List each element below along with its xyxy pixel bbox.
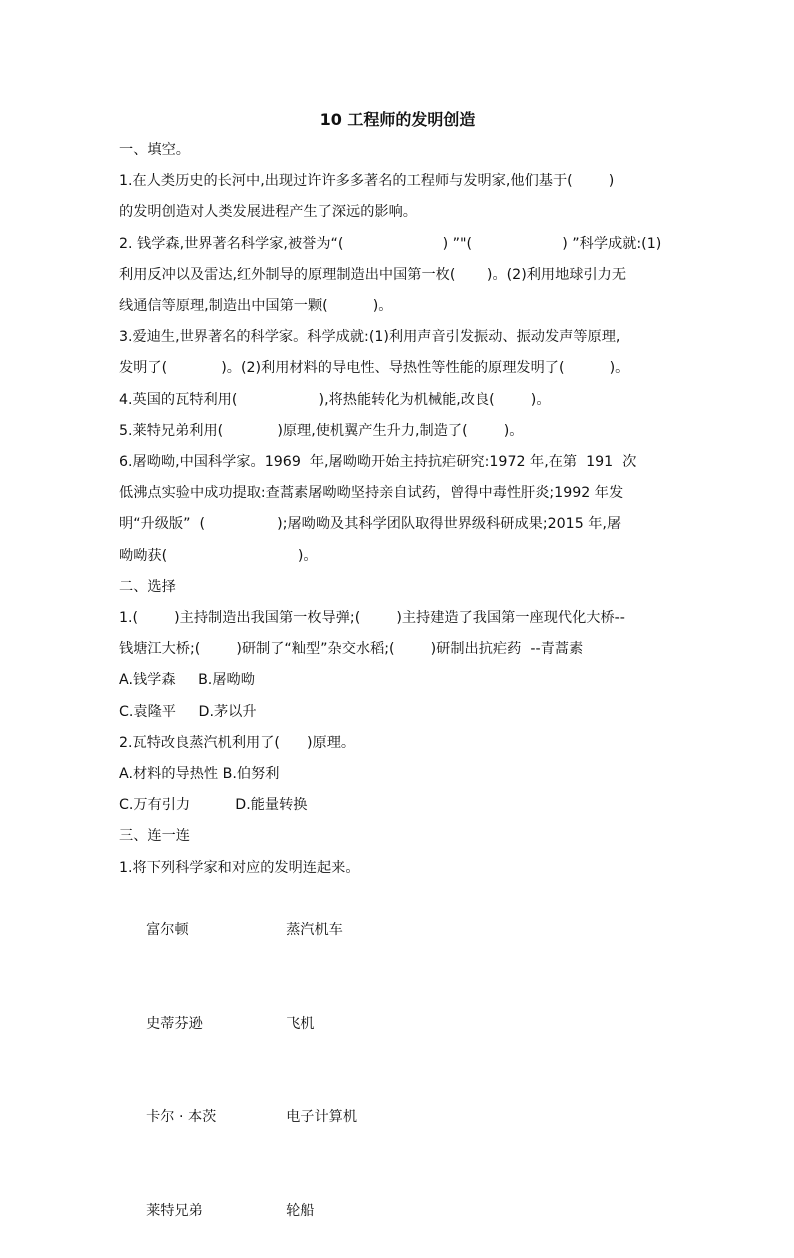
choice-options: A.钱学森 B.屠呦呦	[119, 672, 255, 689]
invention-name: 飞机	[286, 1015, 315, 1032]
page-title: 10 工程师的发明创造	[319, 110, 476, 129]
text-line: 1.在人类历史的长河中,出现过许许多多著名的工程师与发明家,他们基于( )	[119, 173, 615, 190]
text-line: 2.瓦特改良蒸汽机利用了( )原理。	[119, 734, 356, 751]
choice-options: C.万有引力 D.能量转换	[119, 797, 308, 814]
section-matching	[119, 821, 679, 1258]
match-row	[119, 977, 679, 1071]
text-line: 明“升级版” ( );屠呦呦及其科学团队取得世界级科研成果;2015 年,屠	[119, 516, 622, 533]
section-heading: 三、连一连	[119, 828, 190, 845]
text-line: 呦呦获( )。	[119, 547, 318, 564]
match-row	[119, 884, 679, 978]
scientist-name: 富尔顿	[146, 922, 189, 939]
text-line: 低沸点实验中成功提取:查蒿素屠呦呦坚持亲自试药，曾得中毒性肝炎;1992 年发	[119, 485, 624, 502]
choice-options: C.袁隆平 D.茅以升	[119, 703, 257, 720]
worksheet	[119, 104, 679, 1258]
text-line: 发明了( )。(2)利用材料的导电性、导热性等性能的原理发明了( )。	[119, 360, 630, 377]
text-line: 1.( )主持制造出我国第一枚导弹;( )主持建造了我国第一座现代化大桥--	[119, 610, 625, 627]
text-line: 的发明创造对人类发展进程产生了深远的影响。	[119, 204, 417, 221]
section-heading: 二、选择	[119, 578, 176, 595]
text-line: 3.爱迪生,世界著名的科学家。科学成就:(1)利用声音引发振动、振动发声等原理,	[119, 329, 621, 346]
match-row	[119, 1071, 679, 1165]
invention-name: 蒸汽机车	[286, 922, 343, 939]
text-line: 线通信等原理,制造出中国第一颗( )。	[119, 298, 393, 315]
text-line: 利用反冲以及雷达,红外制导的原理制造出中国第一枚( )。(2)利用地球引力无	[119, 266, 627, 283]
scientist-name: 卡尔 · 本茨	[146, 1109, 217, 1126]
text-line: 2. 钱学森,世界著名科学家,被誉为“( ) ”"( ) ”科学成就:(1)	[119, 235, 662, 252]
choice-options: A.材料的导热性 B.伯努利	[119, 766, 280, 783]
invention-name: 轮船	[286, 1202, 315, 1219]
section-fill-in	[119, 135, 679, 572]
section-choice	[119, 572, 679, 822]
invention-name: 电子计算机	[286, 1109, 358, 1126]
scientist-name: 莱特兄弟	[146, 1202, 203, 1219]
text-line: 6.屠呦呦,中国科学家。1969 年,屠呦呦开始主持抗疟研究:1972 年,在第 191 次	[119, 454, 637, 471]
text-line: 钱塘江大桥;( )研制了“籼型”杂交水稻;( )研制出抗疟药 --青蒿素	[119, 641, 584, 658]
instruction: 1.将下列科学家和对应的发明连起来。	[119, 859, 360, 876]
match-row	[119, 1165, 679, 1258]
text-line: 5.莱特兄弟利用( )原理,使机翼产生升力,制造了( )。	[119, 422, 524, 439]
scientist-name: 史蒂芬逊	[146, 1015, 203, 1032]
section-heading: 一、填空。	[119, 142, 190, 158]
text-line: 4.英国的瓦特利用( ),将热能转化为机械能,改良( )。	[119, 391, 551, 408]
